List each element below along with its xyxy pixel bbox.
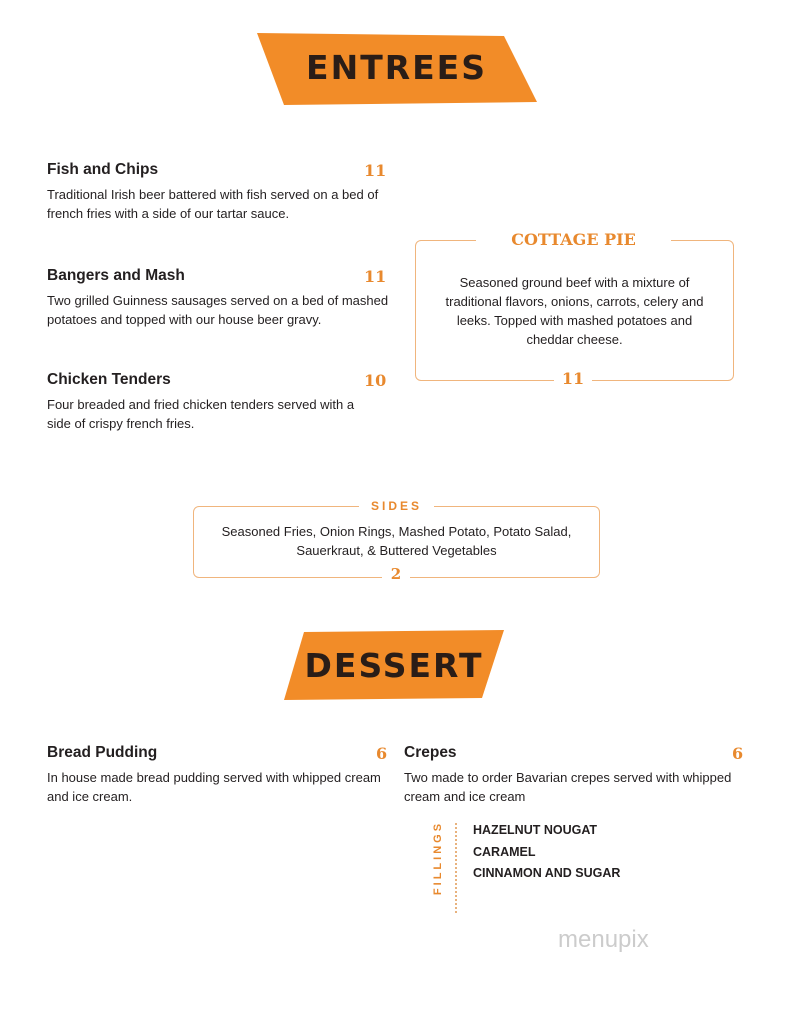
item-description: In house made bread pudding served with whipped cream and ice cream. <box>47 770 381 804</box>
entrees-banner <box>254 30 539 106</box>
sides-description: Seasoned Fries, Onion Rings, Mashed Potato, Potato Salad, Sauerkraut, & Buttered Vegetables <box>221 524 572 558</box>
entrees-heading: ENTREES <box>306 48 487 87</box>
item-name: Fish and Chips <box>47 161 159 178</box>
feature-description: Seasoned ground beef with a mixture of traditional flavors, onions, carrots, celery and leeks. Topped with mashed potatoes and cheddar cheese. <box>445 275 704 347</box>
item-price: 10 <box>364 371 387 390</box>
item-name: Crepes <box>404 744 457 761</box>
filling-item: CARAMEL <box>473 845 536 859</box>
item-name: Chicken Tenders <box>47 371 171 388</box>
dessert-banner <box>282 628 506 702</box>
sides-box <box>193 499 600 583</box>
sides-title: SIDES <box>359 499 434 513</box>
sides-price: 2 <box>382 565 410 583</box>
item-price: 6 <box>732 744 744 763</box>
item-name: Bread Pudding <box>47 744 158 761</box>
feature-title: COTTAGE PIE <box>476 230 671 249</box>
feature-box <box>415 230 734 388</box>
filling-item: HAZELNUT NOUGAT <box>473 823 598 837</box>
dotted-divider <box>455 823 457 913</box>
watermark: menupix <box>558 926 649 953</box>
feature-price: 11 <box>554 369 592 388</box>
fillings-label: FILLINGS <box>432 820 444 896</box>
item-description: Two made to order Bavarian crepes served with whipped cream and ice cream <box>404 770 732 804</box>
filling-item: CINNAMON AND SUGAR <box>473 866 621 880</box>
item-description: Two grilled Guinness sausages served on a bed of mashed potatoes and topped with our house beer gravy. <box>47 293 389 327</box>
dessert-heading: DESSERT <box>304 646 484 685</box>
item-description: Traditional Irish beer battered with fish served on a bed of french fries with a side of our tartar sauce. <box>47 187 379 221</box>
item-description: Four breaded and fried chicken tenders served with a side of crispy french fries. <box>47 397 355 431</box>
item-price: 6 <box>376 744 388 763</box>
item-name: Bangers and Mash <box>47 267 185 284</box>
item-price: 11 <box>364 267 387 286</box>
item-price: 11 <box>364 161 387 180</box>
